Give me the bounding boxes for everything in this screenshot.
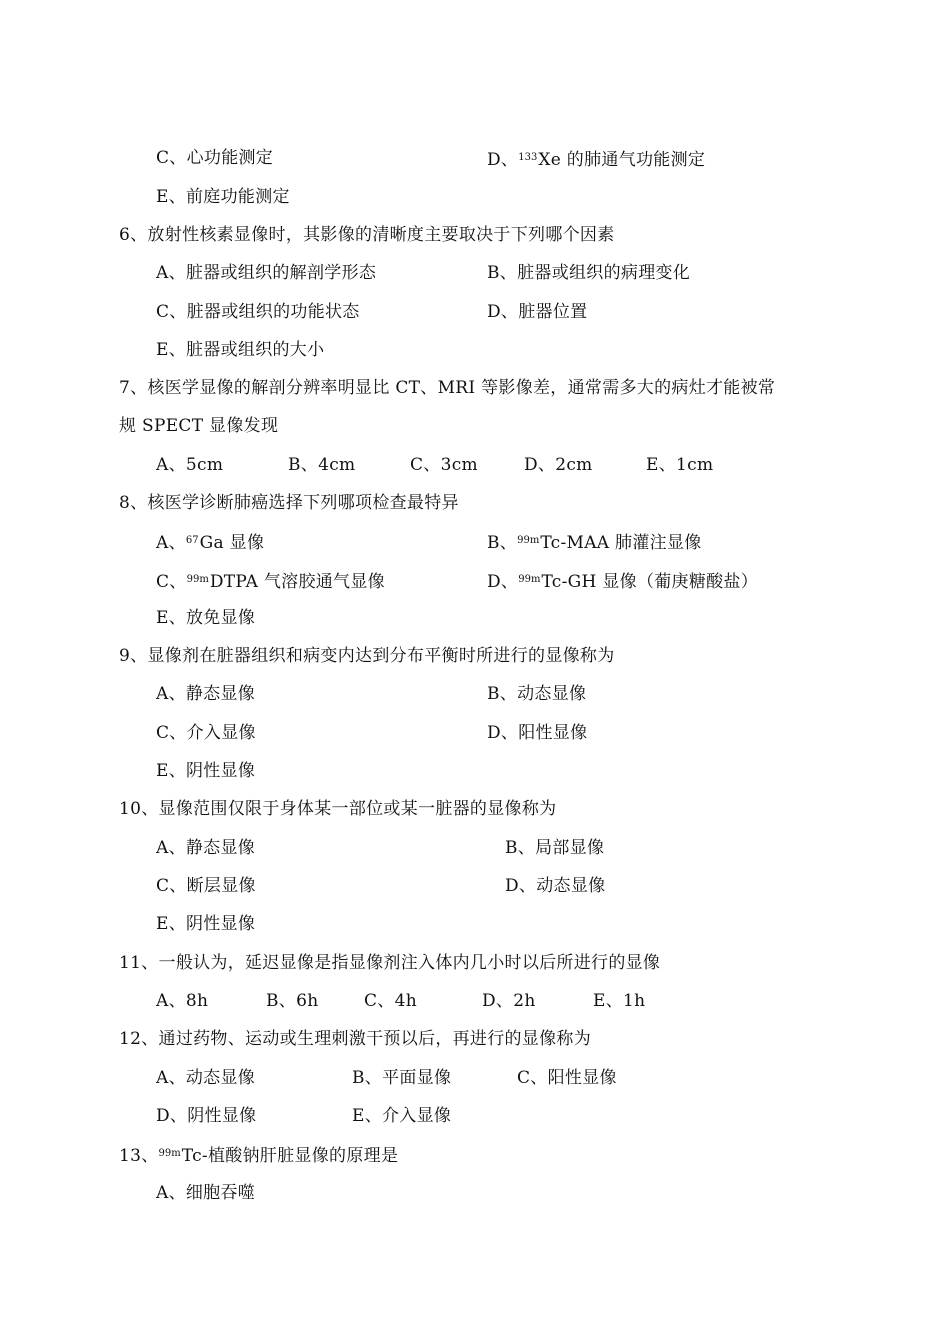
answer-option: C、心功能测定 xyxy=(156,148,274,168)
isotope-mass-number: 133 xyxy=(518,152,538,163)
question-text: 7、核医学显像的解剖分辨率明显比 CT、MRI 等影像差，通常需多大的病灶才能被常 xyxy=(119,378,776,398)
answer-option: E、放免显像 xyxy=(156,608,256,628)
answer-option: E、1cm xyxy=(646,455,714,475)
answer-option: E、1h xyxy=(593,991,646,1011)
answer-option: E、阴性显像 xyxy=(156,761,256,781)
answer-option: D、脏器位置 xyxy=(487,302,588,322)
option-prefix: D、 xyxy=(487,150,519,170)
question-text xyxy=(119,1141,398,1167)
option-prefix: 13、 xyxy=(119,1146,159,1166)
question-text: 9、显像剂在脏器组织和病变内达到分布平衡时所进行的显像称为 xyxy=(119,646,615,666)
answer-option xyxy=(487,145,705,171)
answer-option xyxy=(487,567,758,593)
answer-option: D、阴性显像 xyxy=(156,1106,257,1126)
answer-option: A、细胞吞噬 xyxy=(156,1183,256,1203)
answer-option: C、介入显像 xyxy=(156,723,256,743)
question-text: 8、核医学诊断肺癌选择下列哪项检查最特异 xyxy=(119,493,459,513)
answer-option: C、断层显像 xyxy=(156,876,256,896)
answer-option: E、前庭功能测定 xyxy=(156,187,290,207)
answer-option: A、5cm xyxy=(156,455,224,475)
isotope-mass-number: 99m xyxy=(186,574,209,585)
option-text: Tc-MAA 肺灌注显像 xyxy=(540,533,702,553)
answer-option: E、介入显像 xyxy=(352,1106,452,1126)
answer-option: D、2cm xyxy=(524,455,593,475)
question-text: 12、通过药物、运动或生理刺激干预以后，再进行的显像称为 xyxy=(119,1029,592,1049)
option-text: DTPA 气溶胶通气显像 xyxy=(209,572,385,592)
answer-option: A、脏器或组织的解剖学形态 xyxy=(156,263,377,283)
answer-option: D、2h xyxy=(482,991,536,1011)
isotope-mass-number: 99m xyxy=(158,1148,181,1159)
question-text: 10、显像范围仅限于身体某一部位或某一脏器的显像称为 xyxy=(119,799,557,819)
answer-option: A、8h xyxy=(156,991,209,1011)
answer-option: A、静态显像 xyxy=(156,684,256,704)
question-text: 规 SPECT 显像发现 xyxy=(119,416,279,436)
answer-option: D、阳性显像 xyxy=(487,723,588,743)
question-text: 6、放射性核素显像时，其影像的清晰度主要取决于下列哪个因素 xyxy=(119,225,615,245)
option-text: Xe 的肺通气功能测定 xyxy=(538,150,706,170)
answer-option: B、局部显像 xyxy=(505,838,605,858)
answer-option: A、静态显像 xyxy=(156,838,256,858)
answer-option: B、平面显像 xyxy=(352,1068,452,1088)
answer-option xyxy=(487,528,702,554)
isotope-mass-number: 99m xyxy=(517,535,540,546)
option-prefix: C、 xyxy=(156,572,187,592)
answer-option: C、3cm xyxy=(410,455,478,475)
answer-option: B、动态显像 xyxy=(487,684,587,704)
answer-option xyxy=(156,528,264,554)
option-text: Tc-植酸钠肝脏显像的原理是 xyxy=(181,1146,399,1166)
option-prefix: A、 xyxy=(156,533,186,553)
option-prefix: B、 xyxy=(487,533,518,553)
isotope-mass-number: 99m xyxy=(518,574,541,585)
answer-option: E、脏器或组织的大小 xyxy=(156,340,325,360)
answer-option: B、4cm xyxy=(288,455,356,475)
answer-option: D、动态显像 xyxy=(505,876,606,896)
answer-option: B、脏器或组织的病理变化 xyxy=(487,263,691,283)
answer-option: A、动态显像 xyxy=(156,1068,256,1088)
answer-option: C、4h xyxy=(364,991,417,1011)
isotope-mass-number: 67 xyxy=(185,535,199,546)
answer-option: C、脏器或组织的功能状态 xyxy=(156,302,360,322)
answer-option xyxy=(156,567,385,593)
question-text: 11、一般认为，延迟显像是指显像剂注入体内几小时以后所进行的显像 xyxy=(119,953,661,973)
option-text: Ga 显像 xyxy=(199,533,265,553)
option-text: Tc-GH 显像（葡庚糖酸盐） xyxy=(541,572,759,592)
option-prefix: D、 xyxy=(487,572,519,592)
answer-option: C、阳性显像 xyxy=(517,1068,617,1088)
answer-option: E、阴性显像 xyxy=(156,914,256,934)
answer-option: B、6h xyxy=(266,991,319,1011)
